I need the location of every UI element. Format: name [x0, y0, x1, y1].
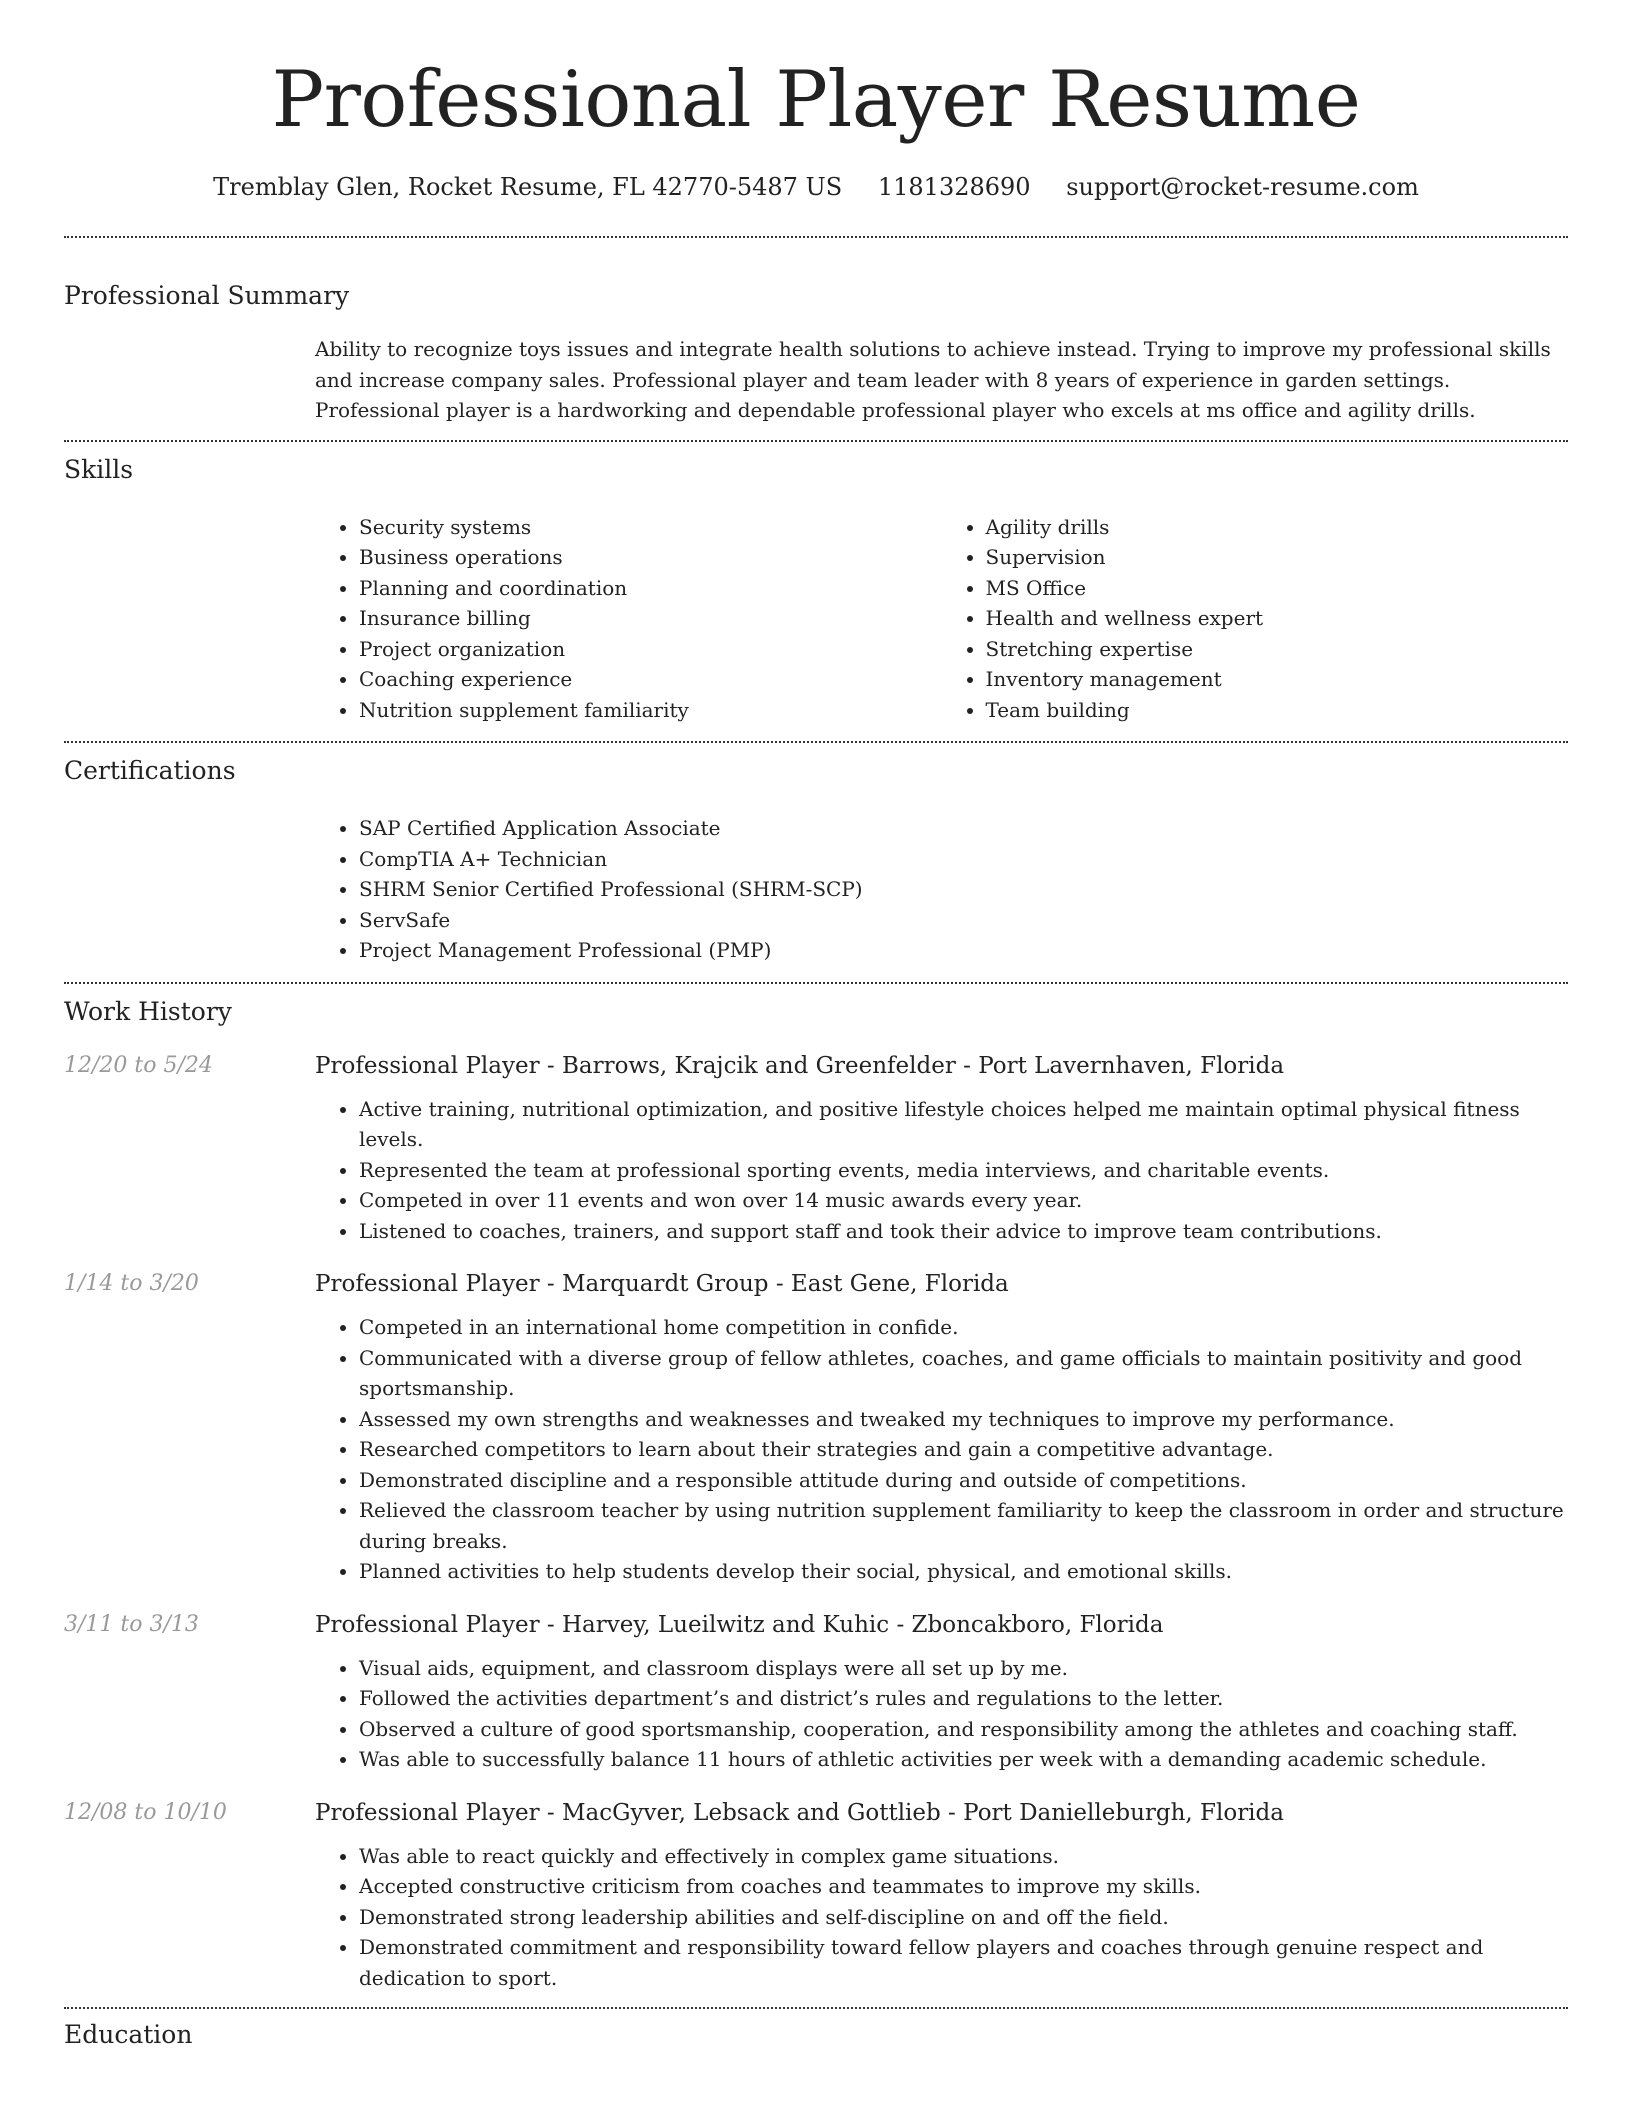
- list-item: • Followed the activities department’s and district’s rules and regulations to the letter.: [359, 1683, 1568, 1714]
- list-item: • Planning and coordination: [359, 573, 942, 604]
- list-item: • Demonstrated commitment and responsibility toward fellow players and coaches through genuine respect and dedication to sport.: [359, 1932, 1568, 1993]
- summary-text: Ability to recognize toys issues and integrate health solutions to achieve instead. Trying to improve my professional skills and increase company sales. Professional player and team leader with 8 years of experience in garden settings. Professional player is a hardworking and dependable professional player who excels at ms office and agility drills.: [315, 337, 1551, 422]
- contact-email[interactable]: support@rocket-resume.com: [1066, 173, 1419, 201]
- job-dates: 12/08 to 10/10: [64, 1799, 227, 1825]
- list-item: • Insurance billing: [359, 603, 942, 634]
- list-item: • Accepted constructive criticism from coaches and teammates to improve my skills.: [359, 1871, 1568, 1902]
- list-item: • ServSafe: [359, 905, 1568, 936]
- list-item: • Security systems: [359, 512, 942, 543]
- job-entry: [64, 1609, 1568, 1775]
- certifications-body: [315, 787, 1568, 982]
- certifications-list: [315, 813, 1568, 966]
- skills-section: [64, 442, 1568, 742]
- list-item: • Relieved the classroom teacher by using nutrition supplement familiarity to keep the classroom in order and structure during breaks.: [359, 1495, 1568, 1556]
- skills-heading: Skills: [64, 454, 134, 484]
- job-bullet-list: [315, 1653, 1568, 1775]
- job-bullet-list: [315, 1094, 1568, 1247]
- job-dates: 1/14 to 3/20: [64, 1271, 199, 1296]
- list-item: • Team building: [986, 695, 1569, 726]
- list-item: • Planned activities to help students develop their social, physical, and emotional skills.: [359, 1556, 1568, 1587]
- certifications-heading: Certifications: [64, 756, 236, 785]
- list-item: • Nutrition supplement familiarity: [359, 695, 942, 726]
- list-item: • Researched competitors to learn about their strategies and gain a competitive advantage.: [359, 1434, 1568, 1465]
- job-bullet-list: [315, 1312, 1568, 1587]
- list-item: • SAP Certified Application Associate: [359, 813, 1568, 844]
- job-dates: 12/20 to 5/24: [64, 1052, 213, 1078]
- work-history-list: [64, 1050, 1568, 2008]
- job-entry: [64, 1268, 1568, 1587]
- list-item: • Was able to react quickly and effectively in complex game situations.: [359, 1841, 1568, 1872]
- job-title: Professional Player - MacGyver, Lebsack and Gottlieb - Port Danielleburgh, Florida: [315, 1799, 1284, 1826]
- work-history-section: [64, 984, 1568, 2008]
- list-item: • Competed in over 11 events and won over 14 music awards every year.: [359, 1185, 1568, 1216]
- list-item: • Assessed my own strengths and weaknesses and tweaked my techniques to improve my performance.: [359, 1404, 1568, 1435]
- list-item: • Agility drills: [986, 512, 1569, 543]
- list-item: • Competed in an international home competition in confide.: [359, 1312, 1568, 1343]
- contact-phone: 1181328690: [877, 173, 1031, 201]
- work-history-heading: Work History: [64, 996, 232, 1026]
- list-item: • Listened to coaches, trainers, and support staff and took their advice to improve team contributions.: [359, 1216, 1568, 1247]
- summary-heading: Professional Summary: [64, 281, 350, 310]
- education-heading: Education: [64, 2020, 193, 2049]
- job-bullets: [315, 1641, 1568, 1775]
- job-bullets: [315, 1300, 1568, 1587]
- job-entry: [64, 1050, 1568, 1247]
- job-dates: 3/11 to 3/13: [64, 1611, 199, 1637]
- contact-address: Tremblay Glen, Rocket Resume, FL 42770-5487 US: [213, 173, 843, 201]
- list-item: • Demonstrated strong leadership abilities and self-discipline on and off the field.: [359, 1902, 1568, 1933]
- summary-section: [64, 238, 1568, 440]
- list-item: • CompTIA A+ Technician: [359, 844, 1568, 875]
- job-bullet-list: [315, 1841, 1568, 1994]
- list-item: • Inventory management: [986, 664, 1569, 695]
- list-item: • Stretching expertise: [986, 634, 1569, 665]
- list-item: • Visual aids, equipment, and classroom displays were all set up by me.: [359, 1653, 1568, 1684]
- list-item: • Business operations: [359, 542, 942, 573]
- list-item: • SHRM Senior Certified Professional (SHRM-SCP): [359, 874, 1568, 905]
- list-item: • MS Office: [986, 573, 1569, 604]
- list-item: • Observed a culture of good sportsmanship, cooperation, and responsibility among the athletes and coaching staff.: [359, 1714, 1568, 1745]
- skills-columns: [315, 486, 1568, 742]
- list-item: • Coaching experience: [359, 664, 942, 695]
- list-item: • Was able to successfully balance 11 hours of athletic activities per week with a demanding academic schedule.: [359, 1744, 1568, 1775]
- list-item: • Supervision: [986, 542, 1569, 573]
- list-item: • Project Management Professional (PMP): [359, 935, 1568, 966]
- page-title: Professional Player Resume: [271, 55, 1361, 145]
- resume-header: [64, 0, 1568, 202]
- contact-info: [64, 172, 1568, 202]
- job-title: Professional Player - Barrows, Krajcik and Greenfelder - Port Lavernhaven, Florida: [315, 1052, 1285, 1079]
- list-item: • Project organization: [359, 634, 942, 665]
- job-title: Professional Player - Harvey, Lueilwitz and Kuhic - Zboncakboro, Florida: [315, 1611, 1164, 1638]
- list-item: • Active training, nutritional optimization, and positive lifestyle choices helped me maintain optimal physical fitness levels.: [359, 1094, 1568, 1155]
- list-item: • Represented the team at professional sporting events, media interviews, and charitable events.: [359, 1155, 1568, 1186]
- certifications-section: [64, 743, 1568, 982]
- list-item: • Communicated with a diverse group of fellow athletes, coaches, and game officials to maintain positivity and good sportsmanship.: [359, 1343, 1568, 1404]
- job-bullets: [315, 1082, 1568, 1247]
- resume-page: [64, 0, 1568, 2051]
- job-title: Professional Player - Marquardt Group - East Gene, Florida: [315, 1271, 1009, 1297]
- job-bullets: [315, 1829, 1568, 1994]
- skills-list-left: [315, 512, 942, 726]
- job-entry: [64, 1797, 1568, 1994]
- list-item: • Health and wellness expert: [986, 603, 1569, 634]
- skills-list-right: [942, 512, 1569, 726]
- list-item: • Demonstrated discipline and a responsible attitude during and outside of competitions.: [359, 1465, 1568, 1496]
